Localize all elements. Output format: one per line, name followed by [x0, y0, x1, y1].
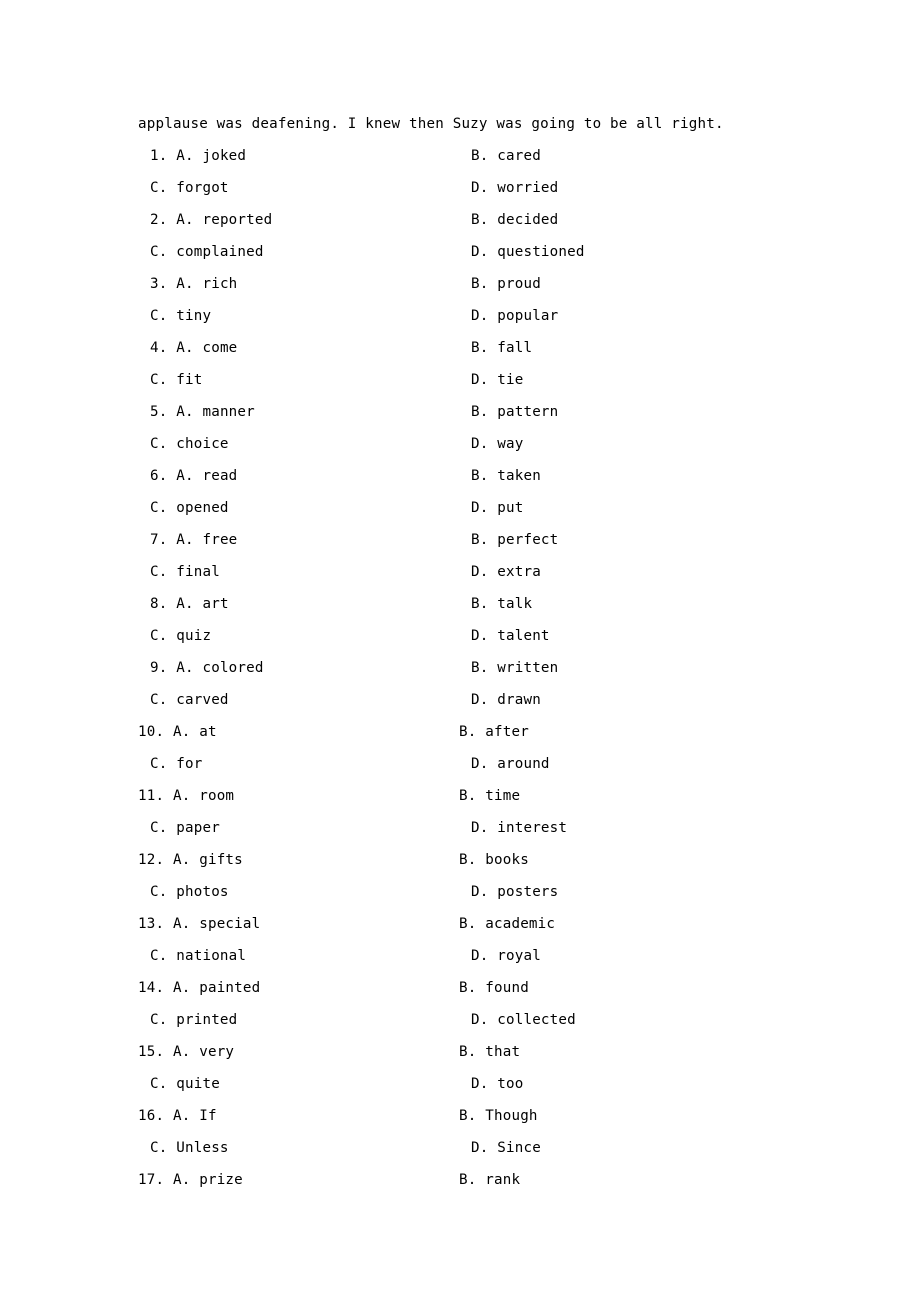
option-c: C. forgot — [150, 180, 229, 196]
option-d: D. questioned — [471, 244, 585, 260]
option-a — [138, 972, 459, 1004]
option-c: C. complained — [150, 244, 264, 260]
question-first-row — [138, 780, 798, 812]
question-second-row — [138, 1004, 798, 1036]
option-a-label: A. painted — [172, 980, 261, 996]
question-first-row — [138, 1100, 798, 1132]
option-c: C. paper — [150, 820, 220, 836]
question-second-row — [138, 300, 798, 332]
option-c: C. quite — [150, 1076, 220, 1092]
option-a-label: A. at — [172, 724, 217, 740]
question-first-row — [138, 1036, 798, 1068]
question-number: 10. — [138, 724, 165, 740]
option-b: B. cared — [471, 148, 541, 164]
option-a — [138, 844, 459, 876]
question-item — [138, 268, 798, 332]
option-d: D. talent — [471, 628, 550, 644]
option-a — [150, 140, 471, 172]
question-first-row — [138, 588, 798, 620]
option-a-label: A. come — [176, 340, 238, 356]
option-c: C. for — [150, 756, 203, 772]
question-first-row — [138, 844, 798, 876]
option-a — [138, 1164, 459, 1196]
option-a-label: A. manner — [176, 404, 255, 420]
question-number: 3. — [150, 276, 168, 292]
option-a-label: A. gifts — [172, 852, 243, 868]
question-first-row — [138, 396, 798, 428]
option-b: B. that — [459, 1044, 521, 1060]
question-number: 1. — [150, 148, 168, 164]
question-number: 11. — [138, 788, 165, 804]
option-d: D. tie — [471, 372, 524, 388]
option-c: C. final — [150, 564, 220, 580]
question-second-row — [138, 364, 798, 396]
question-first-row — [138, 524, 798, 556]
option-c: C. choice — [150, 436, 229, 452]
question-first-row — [138, 140, 798, 172]
option-a-label: A. rich — [176, 276, 238, 292]
option-a-label: A. colored — [176, 660, 264, 676]
question-number: 4. — [150, 340, 168, 356]
question-item — [138, 1164, 798, 1196]
question-second-row — [138, 428, 798, 460]
question-second-row — [138, 940, 798, 972]
option-b: B. perfect — [471, 532, 559, 548]
question-number: 8. — [150, 596, 168, 612]
question-number: 13. — [138, 916, 165, 932]
option-d: D. collected — [471, 1012, 576, 1028]
option-a-label: A. If — [172, 1108, 217, 1124]
question-first-row — [138, 908, 798, 940]
question-item — [138, 588, 798, 652]
question-item — [138, 716, 798, 780]
option-d: D. popular — [471, 308, 559, 324]
question-number: 7. — [150, 532, 168, 548]
question-item — [138, 972, 798, 1036]
option-d: D. posters — [471, 884, 559, 900]
question-item — [138, 204, 798, 268]
option-b: B. proud — [471, 276, 541, 292]
option-a — [150, 588, 471, 620]
option-c: C. national — [150, 948, 247, 964]
option-c: C. tiny — [150, 308, 212, 324]
option-d: D. extra — [471, 564, 541, 580]
question-first-row — [138, 332, 798, 364]
option-a — [138, 1100, 459, 1132]
question-number: 17. — [138, 1172, 165, 1188]
option-a-label: A. joked — [176, 148, 247, 164]
question-item — [138, 908, 798, 972]
option-a — [138, 908, 459, 940]
option-a — [150, 652, 471, 684]
question-first-row — [138, 460, 798, 492]
question-number: 15. — [138, 1044, 165, 1060]
question-item — [138, 332, 798, 396]
question-second-row — [138, 620, 798, 652]
option-a — [150, 396, 471, 428]
question-number: 12. — [138, 852, 165, 868]
option-a-label: A. prize — [172, 1172, 243, 1188]
option-b: B. Though — [459, 1108, 538, 1124]
question-number: 6. — [150, 468, 168, 484]
question-number: 2. — [150, 212, 168, 228]
question-number: 14. — [138, 980, 165, 996]
question-number: 9. — [150, 660, 168, 676]
intro-paragraph: applause was deafening. I knew then Suzy was going to be all right. — [138, 116, 724, 132]
option-a — [138, 780, 459, 812]
question-second-row — [138, 236, 798, 268]
option-d: D. too — [471, 1076, 524, 1092]
option-c: C. opened — [150, 500, 229, 516]
option-b: B. taken — [471, 468, 541, 484]
option-a — [150, 460, 471, 492]
question-second-row — [138, 172, 798, 204]
question-second-row — [138, 492, 798, 524]
option-b: B. books — [459, 852, 529, 868]
question-item — [138, 460, 798, 524]
question-item — [138, 780, 798, 844]
question-second-row — [138, 1132, 798, 1164]
option-b: B. written — [471, 660, 559, 676]
question-first-row — [138, 652, 798, 684]
option-a-label: A. room — [172, 788, 235, 804]
option-b: B. fall — [471, 340, 533, 356]
option-d: D. around — [471, 756, 550, 772]
option-a-label: A. art — [176, 596, 229, 612]
question-second-row — [138, 812, 798, 844]
option-a-label: A. reported — [176, 212, 273, 228]
option-b: B. rank — [459, 1172, 521, 1188]
question-first-row — [138, 1164, 798, 1196]
question-second-row — [138, 684, 798, 716]
question-item — [138, 396, 798, 460]
option-a-label: A. read — [176, 468, 238, 484]
question-item — [138, 844, 798, 908]
option-b: B. after — [459, 724, 529, 740]
option-a-label: A. very — [172, 1044, 235, 1060]
question-item — [138, 652, 798, 716]
option-b: B. academic — [459, 916, 556, 932]
option-d: D. way — [471, 436, 524, 452]
question-number: 16. — [138, 1108, 165, 1124]
question-first-row — [138, 972, 798, 1004]
option-a — [138, 716, 459, 748]
option-b: B. time — [459, 788, 521, 804]
question-first-row — [138, 204, 798, 236]
option-a — [150, 524, 471, 556]
question-second-row — [138, 876, 798, 908]
option-b: B. talk — [471, 596, 533, 612]
option-c: C. photos — [150, 884, 229, 900]
option-a — [150, 332, 471, 364]
option-d: D. put — [471, 500, 524, 516]
option-c: C. Unless — [150, 1140, 229, 1156]
question-second-row — [138, 556, 798, 588]
question-item — [138, 524, 798, 588]
option-d: D. interest — [471, 820, 568, 836]
question-item — [138, 1100, 798, 1164]
option-b: B. found — [459, 980, 529, 996]
option-a — [138, 1036, 459, 1068]
option-b: B. pattern — [471, 404, 559, 420]
option-d: D. Since — [471, 1140, 541, 1156]
option-c: C. carved — [150, 692, 229, 708]
option-b: B. decided — [471, 212, 559, 228]
question-second-row — [138, 1068, 798, 1100]
option-d: D. drawn — [471, 692, 541, 708]
question-item — [138, 140, 798, 204]
question-first-row — [138, 268, 798, 300]
question-first-row — [138, 716, 798, 748]
option-a — [150, 268, 471, 300]
option-d: D. royal — [471, 948, 541, 964]
question-item — [138, 1036, 798, 1100]
option-c: C. quiz — [150, 628, 212, 644]
option-c: C. fit — [150, 372, 203, 388]
question-second-row — [138, 748, 798, 780]
option-a-label: A. special — [172, 916, 261, 932]
document-content — [138, 108, 798, 1196]
option-a-label: A. free — [176, 532, 238, 548]
option-d: D. worried — [471, 180, 559, 196]
option-c: C. printed — [150, 1012, 238, 1028]
option-a — [150, 204, 471, 236]
question-number: 5. — [150, 404, 168, 420]
